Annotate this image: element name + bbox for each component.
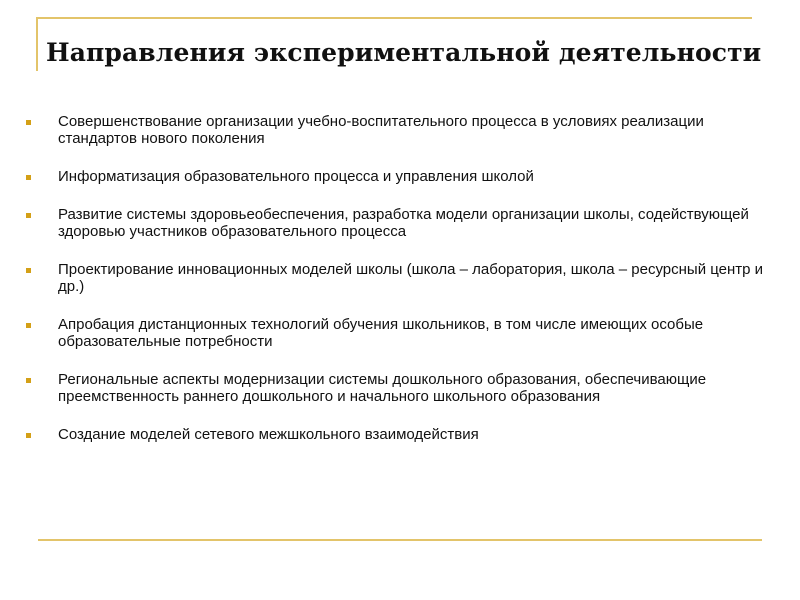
- bullet-text: Совершенствование организации учебно-воспитательного процесса в условиях реализации стандартов нового поколения: [58, 113, 704, 147]
- bullet-text: Развитие системы здоровьеобеспечения, разработка модели организации школы, содействующей здоровью участников образовательного процесса: [58, 206, 749, 240]
- slide-title: Направления экспериментальной деятельности: [46, 38, 762, 67]
- bullet-text: Проектирование инновационных моделей школы (школа – лаборатория, школа – ресурсный центр и др.): [58, 261, 764, 295]
- square-bullet-icon: [26, 378, 31, 383]
- list-item: [26, 316, 766, 350]
- bottom-divider: [38, 539, 762, 541]
- bullet-list: [26, 113, 766, 443]
- list-item: [26, 113, 766, 147]
- bullet-text: Информатизация образовательного процесса и управления школой: [58, 168, 534, 185]
- bullet-text: Апробация дистанционных технологий обучения школьников, в том числе имеющих особые образовательные потребности: [58, 316, 704, 350]
- list-item: [26, 426, 766, 443]
- square-bullet-icon: [26, 268, 31, 273]
- square-bullet-icon: [26, 323, 31, 328]
- square-bullet-icon: [26, 213, 31, 218]
- square-bullet-icon: [26, 175, 31, 180]
- list-item: [26, 168, 766, 185]
- square-bullet-icon: [26, 433, 31, 438]
- top-divider: [36, 17, 752, 19]
- title-side-divider: [36, 17, 38, 71]
- square-bullet-icon: [26, 120, 31, 125]
- list-item: [26, 261, 766, 295]
- bullet-text: Региональные аспекты модернизации системы дошкольного образования, обеспечивающие преемственность раннего дошкольного и начального школьного образования: [58, 371, 707, 405]
- list-item: [26, 371, 766, 405]
- bullet-text: Создание моделей сетевого межшкольного взаимодействия: [58, 426, 479, 443]
- list-item: [26, 206, 766, 240]
